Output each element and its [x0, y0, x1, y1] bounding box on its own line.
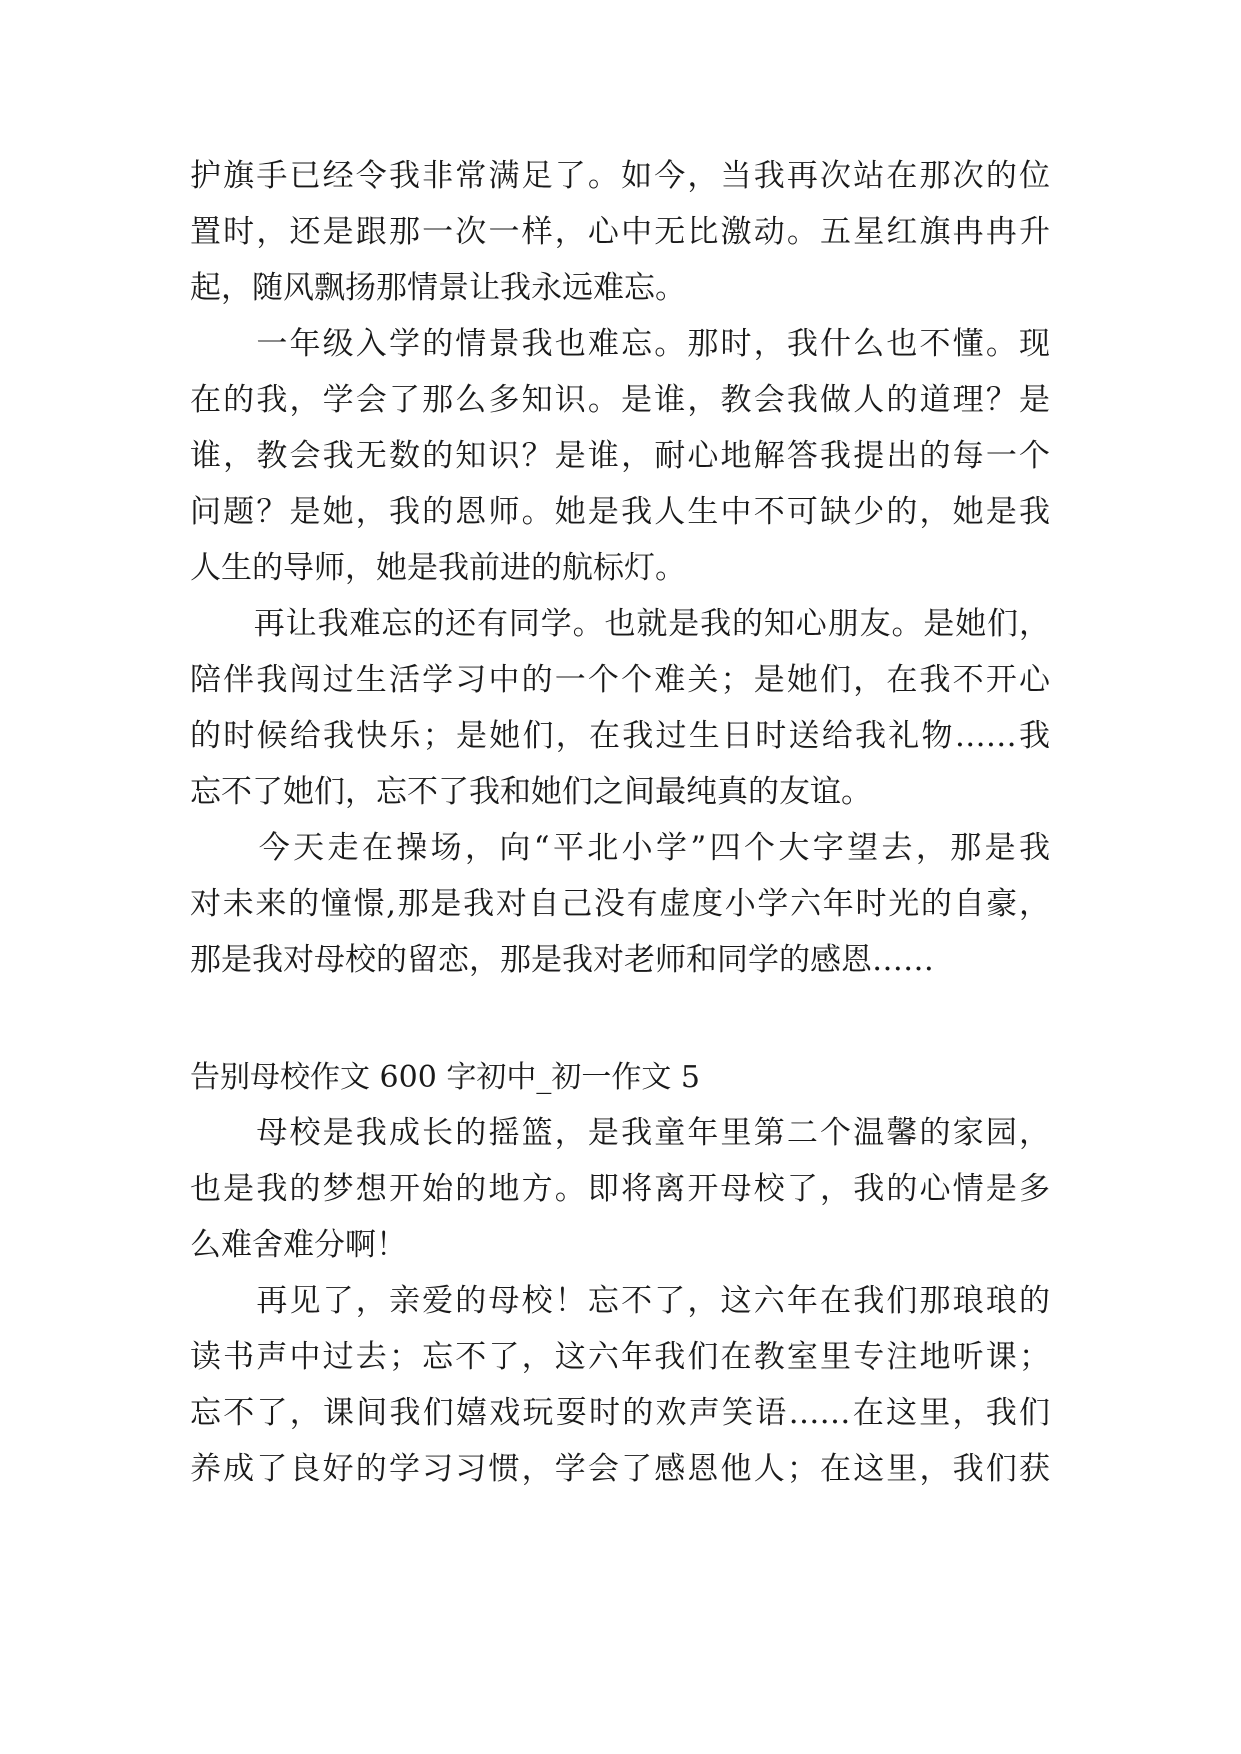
paragraph: [190, 1115, 1050, 1264]
text-line: 在的我，学会了那么多知识。是谁，教会我做人的道理？是: [190, 382, 1050, 418]
text-line: 再让我难忘的还有同学。也就是我的知心朋友。是她们，: [190, 606, 1050, 642]
paragraph: [190, 606, 1050, 811]
text-line: 读书声中过去；忘不了，这六年我们在教室里专注地听课；: [190, 1339, 1050, 1375]
text-line: 今天走在操场，向“平北小学”四个大字望去，那是我: [190, 830, 1050, 866]
paragraph: [190, 326, 1050, 587]
text-line: 起，随风飘扬那情景让我永远难忘。: [190, 270, 686, 306]
text-line: 养成了良好的学习习惯，学会了感恩他人；在这里，我们获: [190, 1451, 1050, 1487]
text-line: 那是我对母校的留恋，那是我对老师和同学的感恩……: [190, 942, 934, 978]
text-line: 再见了，亲爱的母校！忘不了，这六年在我们那琅琅的: [190, 1283, 1050, 1319]
text-line: 问题？是她，我的恩师。她是我人生中不可缺少的，她是我: [190, 494, 1050, 530]
text-line: 陪伴我闯过生活学习中的一个个难关；是她们，在我不开心: [190, 662, 1050, 698]
text-line: 一年级入学的情景我也难忘。那时，我什么也不懂。现: [190, 326, 1050, 362]
paragraph: [190, 830, 1050, 979]
text-line: 置时，还是跟那一次一样，心中无比激动。五星红旗冉冉升: [190, 214, 1050, 250]
paragraph: [190, 1283, 1050, 1488]
text-line: 的时候给我快乐；是她们，在我过生日时送给我礼物……我: [190, 718, 1050, 754]
text-line: 人生的导师，她是我前进的航标灯。: [190, 550, 686, 586]
text-line: 也是我的梦想开始的地方。即将离开母校了，我的心情是多: [190, 1171, 1050, 1207]
paragraph: [190, 158, 1050, 307]
text-line: 忘不了她们，忘不了我和她们之间最纯真的友谊。: [190, 774, 872, 810]
text-line: 谁，教会我无数的知识？是谁，耐心地解答我提出的每一个: [190, 438, 1050, 474]
text-line: 护旗手已经令我非常满足了。如今，当我再次站在那次的位: [190, 158, 1050, 194]
text-line: 忘不了，课间我们嬉戏玩耍时的欢声笑语……在这里，我们: [190, 1395, 1050, 1431]
document-body: [190, 158, 1050, 1488]
section-title: 告别母校作文 600 字初中_初一作文 5: [190, 1060, 700, 1095]
text-line: 对未来的憧憬,那是我对自己没有虚度小学六年时光的自豪，: [190, 886, 1050, 922]
text-line: 么难舍难分啊！: [190, 1227, 407, 1263]
text-line: 母校是我成长的摇篮，是我童年里第二个温馨的家园，: [190, 1115, 1050, 1151]
